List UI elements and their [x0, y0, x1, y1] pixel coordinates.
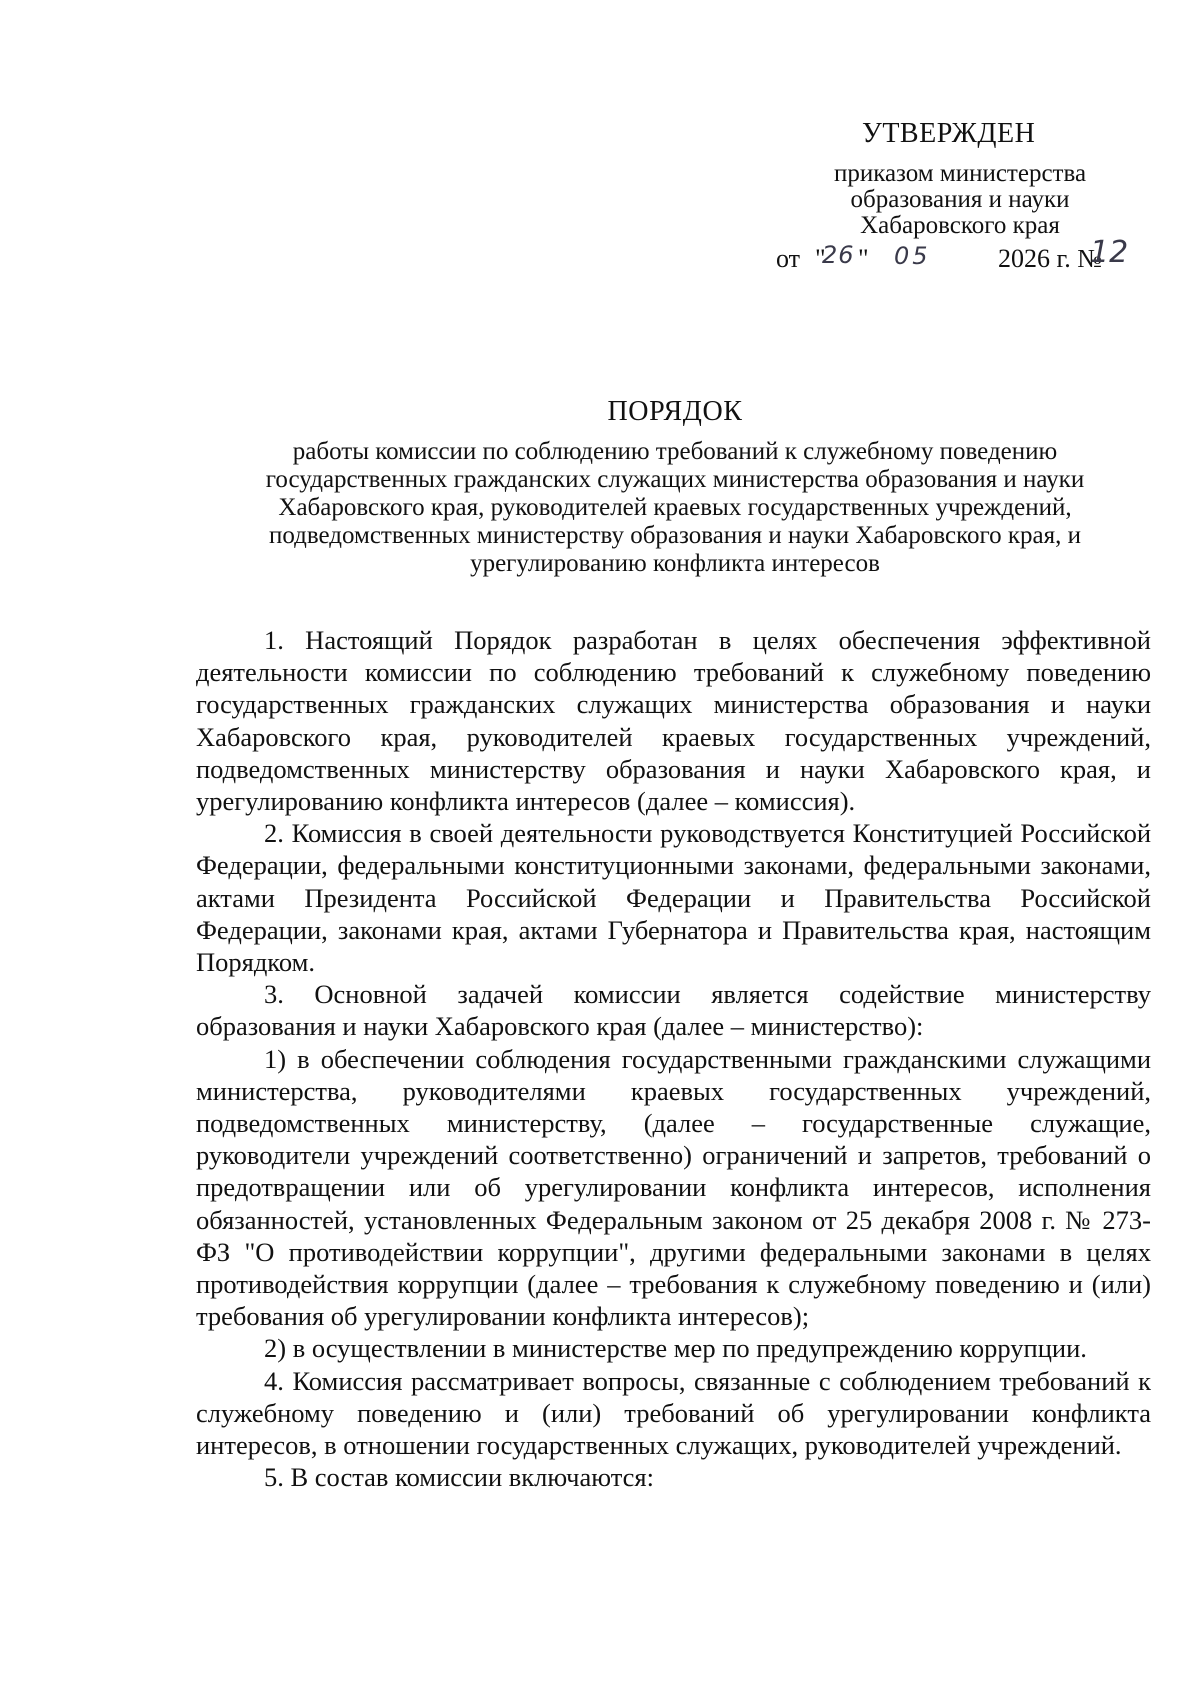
date-quote-close: " — [858, 244, 869, 273]
subtitle-line: работы комиссии по соблюдению требований к служебному поведению — [292, 438, 1058, 465]
approval-line-1: приказом министерства — [833, 160, 1087, 187]
paragraph-3-item-2: 2) в осуществлении в министерстве мер по предупреждению коррупции. — [264, 1333, 1087, 1364]
approval-date-line — [776, 235, 1156, 278]
date-prefix: от — [776, 244, 801, 273]
subtitle-line: урегулированию конфликта интересов — [470, 550, 880, 577]
handwritten-month: 05 — [894, 242, 931, 270]
date-quote-open: " — [815, 244, 826, 273]
subtitle-line: государственных гражданских служащих министерства образования и науки — [265, 466, 1085, 493]
paragraph-1: 1. Настоящий Порядок разработан в целях обеспечения эффективной деятельности комиссии по соблюдению требований к служебному поведению государственных гражданских служащих министерства образования и науки Хабаровского края, руководителей краевых государственных учреждений, подведомственных министерству образования и науки Хабаровского края, и урегулированию конфликта интересов (далее – комиссия). — [196, 625, 1151, 817]
paragraph-3-item-1: 1) в обеспечении соблюдения государственными гражданскими служащими министерства, руководителями краевых государственных учреждений, подведомственных министерству, (далее – государственные служащие, руководители учреждений соответственно) ограничений и запретов, требований о предотвращении или об урегулировании конфликта интересов, исполнения обязанностей, установленных Федеральным законом от 25 декабря 2008 г. № 273-ФЗ "О противодействии коррупции", другими федеральными законами в целях противодействия коррупции (далее – требования к служебному поведению и (или) требования об урегулировании конфликта интересов); — [196, 1043, 1151, 1332]
handwritten-day: 26 — [822, 241, 855, 269]
paragraph-4: 4. Комиссия рассматривает вопросы, связанные с соблюдением требований к служебному поведению и (или) требований об урегулировании конфликта интересов, в отношении государственных служащих, руководителей учреждений. — [196, 1365, 1151, 1461]
document-subtitle — [195, 438, 1155, 578]
handwritten-order-number: 12 — [1090, 235, 1129, 270]
approval-line-2: образования и науки — [850, 186, 1070, 213]
paragraph-5: 5. В состав комиссии включаются: — [264, 1462, 654, 1493]
paragraph-2: 2. Комиссия в своей деятельности руководствуется Конституцией Российской Федерации, федеральными конституционными законами, федеральными законами, актами Президента Российской Федерации и Правительства Российской Федерации, законами края, актами Губернатора и Правительства края, настоящим Порядком. — [196, 818, 1151, 978]
approval-line-3: Хабаровского края — [860, 212, 1060, 239]
document-title: ПОРЯДОК — [607, 396, 743, 427]
approval-heading: УТВЕРЖДЕН — [862, 118, 1036, 149]
paragraph-3: 3. Основной задачей комиссии является содействие министерству образования и науки Хабаровского края (далее – министерство): — [196, 979, 1151, 1042]
subtitle-line: Хабаровского края, руководителей краевых государственных учреждений, — [278, 494, 1072, 521]
document-body — [196, 624, 1151, 1493]
date-year-number-label: 2026 г. № — [998, 244, 1103, 273]
subtitle-line: подведомственных министерству образования и науки Хабаровского края, и — [268, 522, 1082, 549]
